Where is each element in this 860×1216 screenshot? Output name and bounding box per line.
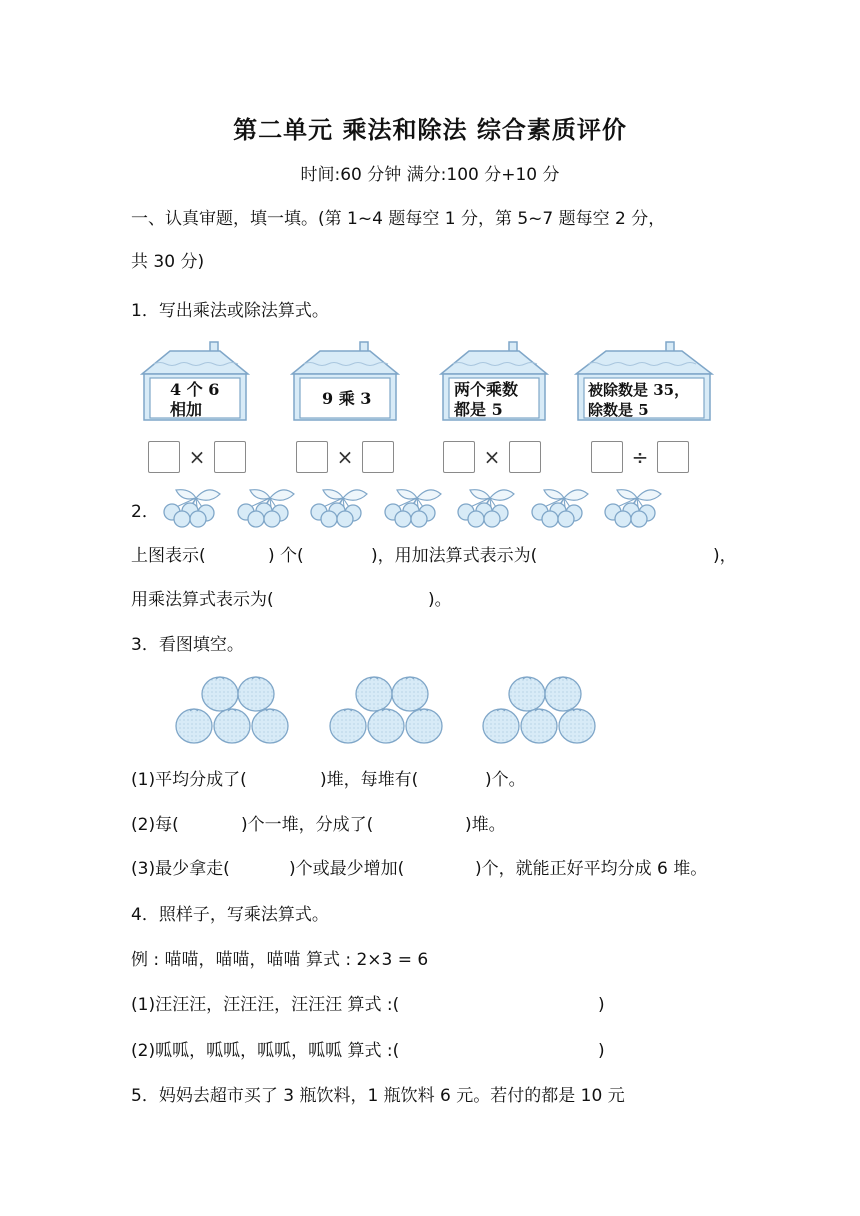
answer-box[interactable] [443, 441, 475, 473]
cherry-bunch-icon [528, 484, 590, 532]
q2-text-b: ) 个( [268, 546, 304, 566]
page-title: 第二单元 乘法和除法 综合素质评价 [233, 116, 627, 144]
house-card-1 [140, 340, 250, 426]
house-text-4b: 除数是 5 [588, 401, 649, 419]
q3-3-c: )个，就能正好平均分成 6 堆。 [475, 859, 708, 879]
answer-box[interactable] [148, 441, 180, 473]
house-text-3b: 都是 5 [454, 400, 503, 419]
q3-2-a: (2)每( [131, 815, 179, 835]
house-text-3a: 两个乘数 [454, 380, 519, 399]
answer-box[interactable] [591, 441, 623, 473]
q4-2-a: (2)呱呱，呱呱，呱呱，呱呱 算式 :( [131, 1041, 400, 1061]
cherry-bunch-icon [234, 484, 296, 532]
cherry-bunch-icon [307, 484, 369, 532]
q3-3-a: (3)最少拿走( [131, 859, 230, 879]
q3-prompt: 3．看图填空。 [131, 635, 244, 655]
section-heading-line1: 一、认真审题，填一填。(第 1~4 题每空 1 分，第 5~7 题每空 2 分， [131, 209, 666, 229]
cherry-bunch-icon [601, 484, 663, 532]
q4-2-b: ) [598, 1041, 605, 1061]
orange-pile [481, 674, 609, 754]
q2-text-c: )，用加法算式表示为( [371, 546, 538, 566]
house-text-1a: 4 个 6 [170, 380, 220, 399]
answer-box[interactable] [362, 441, 394, 473]
orange-pile [328, 674, 456, 754]
q3-1-b: )堆，每堆有( [320, 770, 419, 790]
answer-box[interactable] [296, 441, 328, 473]
house-text-2a: 9 乘 3 [322, 389, 372, 408]
q4-1-b: ) [598, 995, 605, 1015]
q4-prompt: 4．照样子，写乘法算式。 [131, 905, 329, 925]
cherry-bunch-icon [454, 484, 516, 532]
answer-row-2 [296, 440, 394, 474]
operator-sign: × [188, 445, 206, 469]
answer-box[interactable] [214, 441, 246, 473]
cherry-bunch-icon [160, 484, 222, 532]
section-heading-line2: 共 30 分) [131, 252, 205, 272]
answer-row-1 [148, 440, 246, 474]
operator-sign: × [483, 445, 501, 469]
answer-box[interactable] [657, 441, 689, 473]
house-card-4 [574, 340, 714, 426]
house-card-2 [290, 340, 400, 426]
operator-sign: × [336, 445, 354, 469]
house-text-1b: 相加 [170, 400, 203, 419]
answer-row-3 [443, 440, 541, 474]
q1-prompt: 1．写出乘法或除法算式。 [131, 301, 329, 321]
answer-box[interactable] [509, 441, 541, 473]
exam-info: 时间:60 分钟 满分:100 分+10 分 [300, 165, 560, 185]
q2-text-a: 上图表示( [131, 546, 206, 566]
house-text-4a: 被除数是 35， [588, 381, 690, 399]
house-card-3 [439, 340, 549, 426]
q2-number: 2． [131, 502, 159, 522]
q3-2-c: )堆。 [465, 815, 506, 835]
q2-text-f: )。 [428, 590, 452, 610]
q3-1-a: (1)平均分成了( [131, 770, 247, 790]
q4-example: 例 : 喵喵，喵喵，喵喵 算式 : 2×3 = 6 [131, 950, 429, 970]
q3-2-b: )个一堆，分成了( [241, 815, 374, 835]
q3-1-c: )个。 [485, 770, 526, 790]
house-icon [290, 340, 400, 422]
answer-row-4 [591, 440, 689, 474]
q3-3-b: )个或最少增加( [289, 859, 405, 879]
q2-text-d: )， [713, 546, 737, 566]
q5-text: 5．妈妈去超市买了 3 瓶饮料，1 瓶饮料 6 元。若付的都是 10 元 [131, 1086, 625, 1106]
cherry-bunch-icon [381, 484, 443, 532]
operator-sign: ÷ [631, 445, 649, 469]
q4-1-a: (1)汪汪汪，汪汪汪，汪汪汪 算式 :( [131, 995, 400, 1015]
q2-text-e: 用乘法算式表示为( [131, 590, 274, 610]
orange-pile [174, 674, 302, 754]
